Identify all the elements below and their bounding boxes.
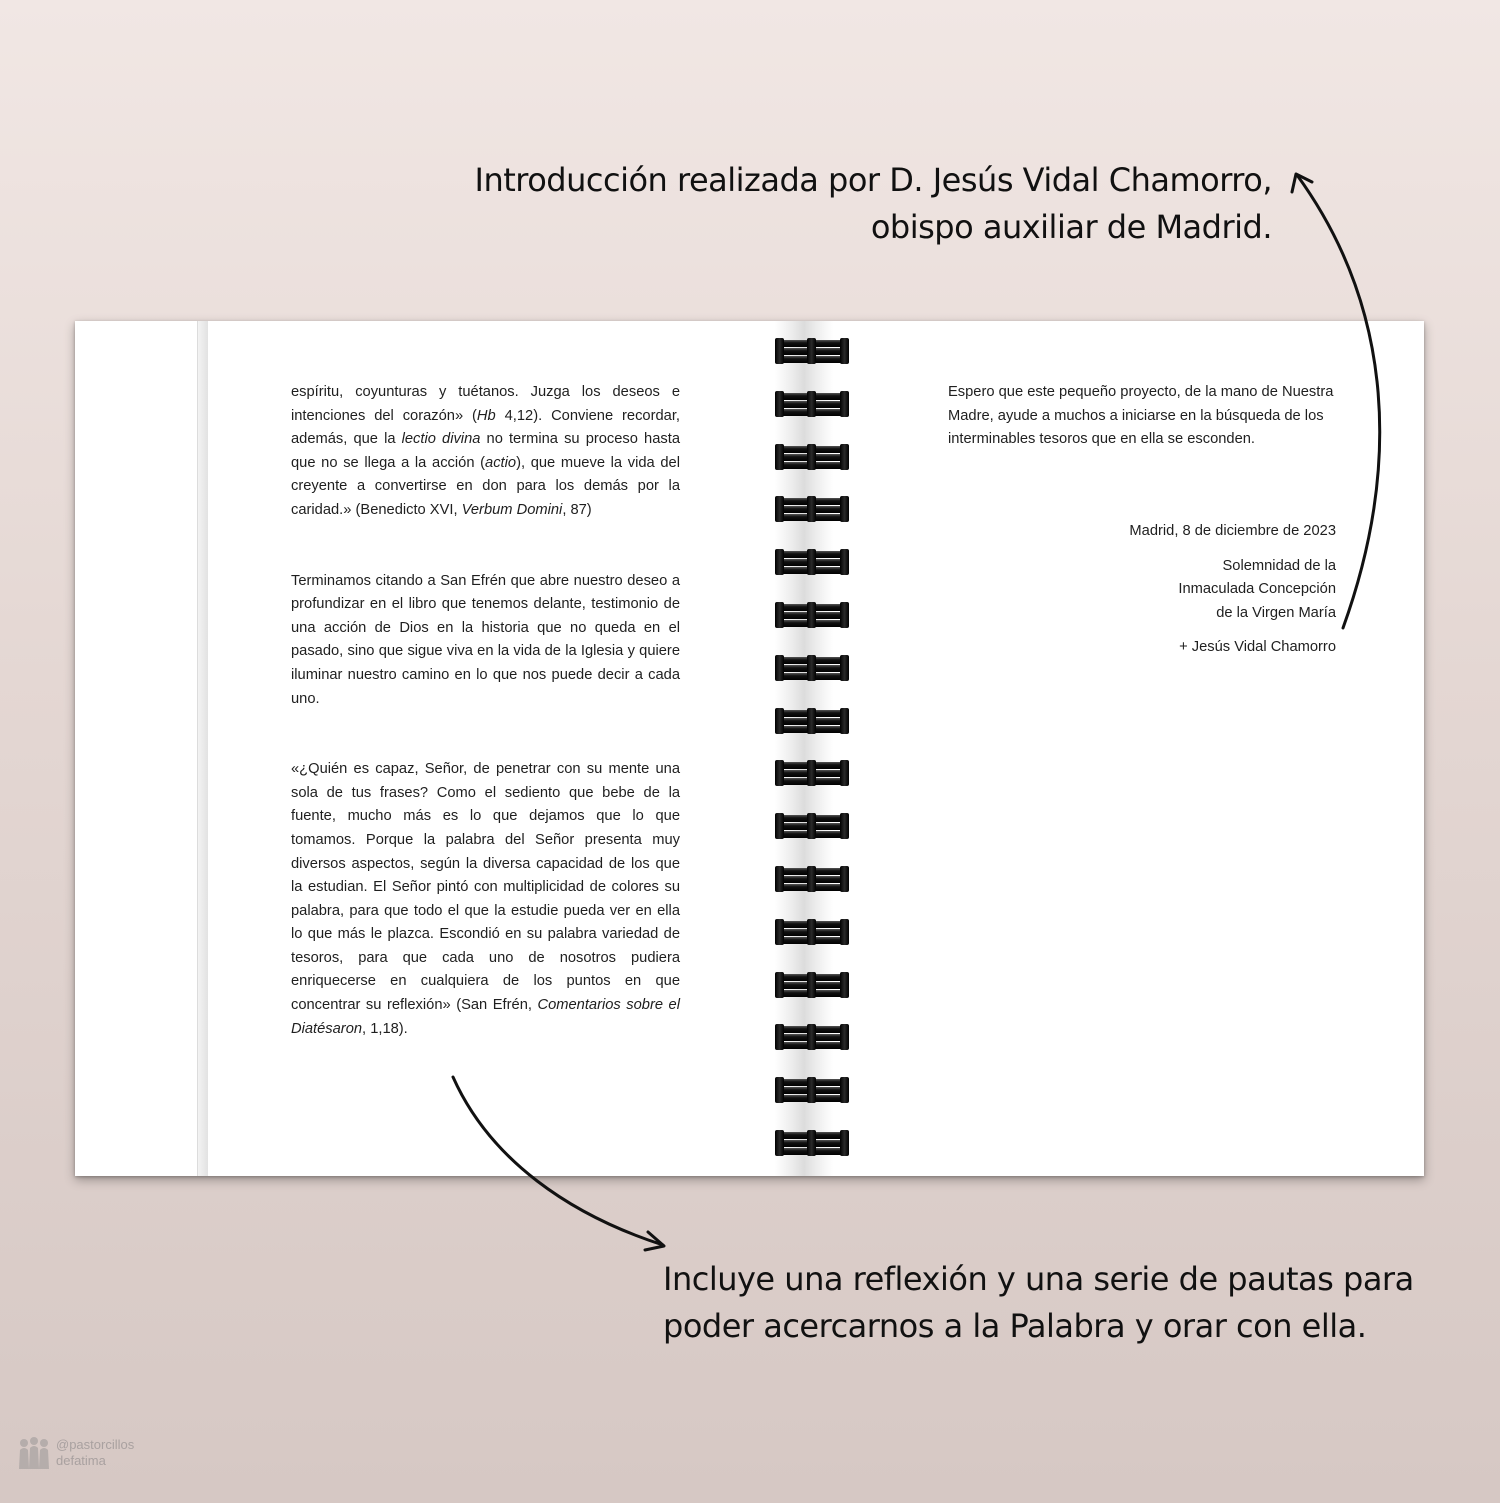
left-paragraph-2: Terminamos citando a San Efrén que abre nuestro deseo a profundizar en el libro que tenemos delante, testimonio de una acción de Dios en la historia que no queda en el pasado, sino que sigue viva en la vida de la Iglesia y quiere iluminar nuestro camino en lo que nos puede decir a cada uno. <box>291 572 680 707</box>
watermark-line1: @pastorcillos <box>56 1437 135 1452</box>
annotation-reflection-line1: Incluye una reflexión y una serie de pautas para <box>663 1260 1414 1298</box>
annotation-introduction-line1: Introducción realizada por D. Jesús Vidal Chamorro, <box>474 161 1272 199</box>
annotation-introduction-line2: obispo auxiliar de Madrid. <box>870 208 1272 246</box>
feast-line-1: Solemnidad de la <box>1222 557 1336 574</box>
feast-line-3: de la Virgen María <box>1216 604 1336 621</box>
annotation-reflection <box>663 1256 1414 1350</box>
watermark-line2: defatima <box>56 1453 106 1468</box>
annotation-reflection-line2: poder acercarnos a la Palabra y orar con ella. <box>663 1307 1367 1345</box>
arrow-to-quote <box>453 1077 663 1245</box>
watermark <box>16 1436 134 1470</box>
feast-line-2: Inmaculada Concepción <box>1178 581 1336 598</box>
shepherds-icon <box>16 1436 52 1470</box>
left-paragraph-1: espíritu, coyunturas y tuétanos. Juzga los deseos e intenciones del corazón» (Hb 4,12). Conviene recordar, además, que la lectio divina no termina su proceso hasta que no se llega a la acción (actio), que mueve la vida del creyente a convertirse en don para los demás por la caridad.» (Benedicto XVI, Verbum Domini, 87) <box>291 384 680 518</box>
arrow-to-signature <box>1297 175 1380 628</box>
signature-name: + Jesús Vidal Chamorro <box>1179 639 1336 656</box>
signature-date: Madrid, 8 de diciembre de 2023 <box>1129 523 1336 539</box>
left-paragraph-3: «¿Quién es capaz, Señor, de penetrar con su mente una sola de tus frases? Como el sediento que bebe de la fuente, mucho más es lo que dejamos que lo que tomamos. Porque la palabra del Señor presenta muy diversos aspectos, según la diversa capacidad de los que la estudian. El Señor pintó con multiplicidad de colores su palabra, para que todo el que la estudie pueda ver en ella lo que más le plazca. Escondió en su palabra variedad de tesoros, para que cada uno de nosotros pudiera enriquecerse en cualquiera de los puntos en que concentrar su reflexión» (San Efrén, Comentarios sobre el Diatésaron, 1,18). <box>291 761 680 1037</box>
right-paragraph-1: Espero que este pequeño proyecto, de la mano de Nuestra Madre, ayude a muchos a iniciarse en la búsqueda de los interminables tesoros que en ella se esconden. <box>948 384 1334 448</box>
